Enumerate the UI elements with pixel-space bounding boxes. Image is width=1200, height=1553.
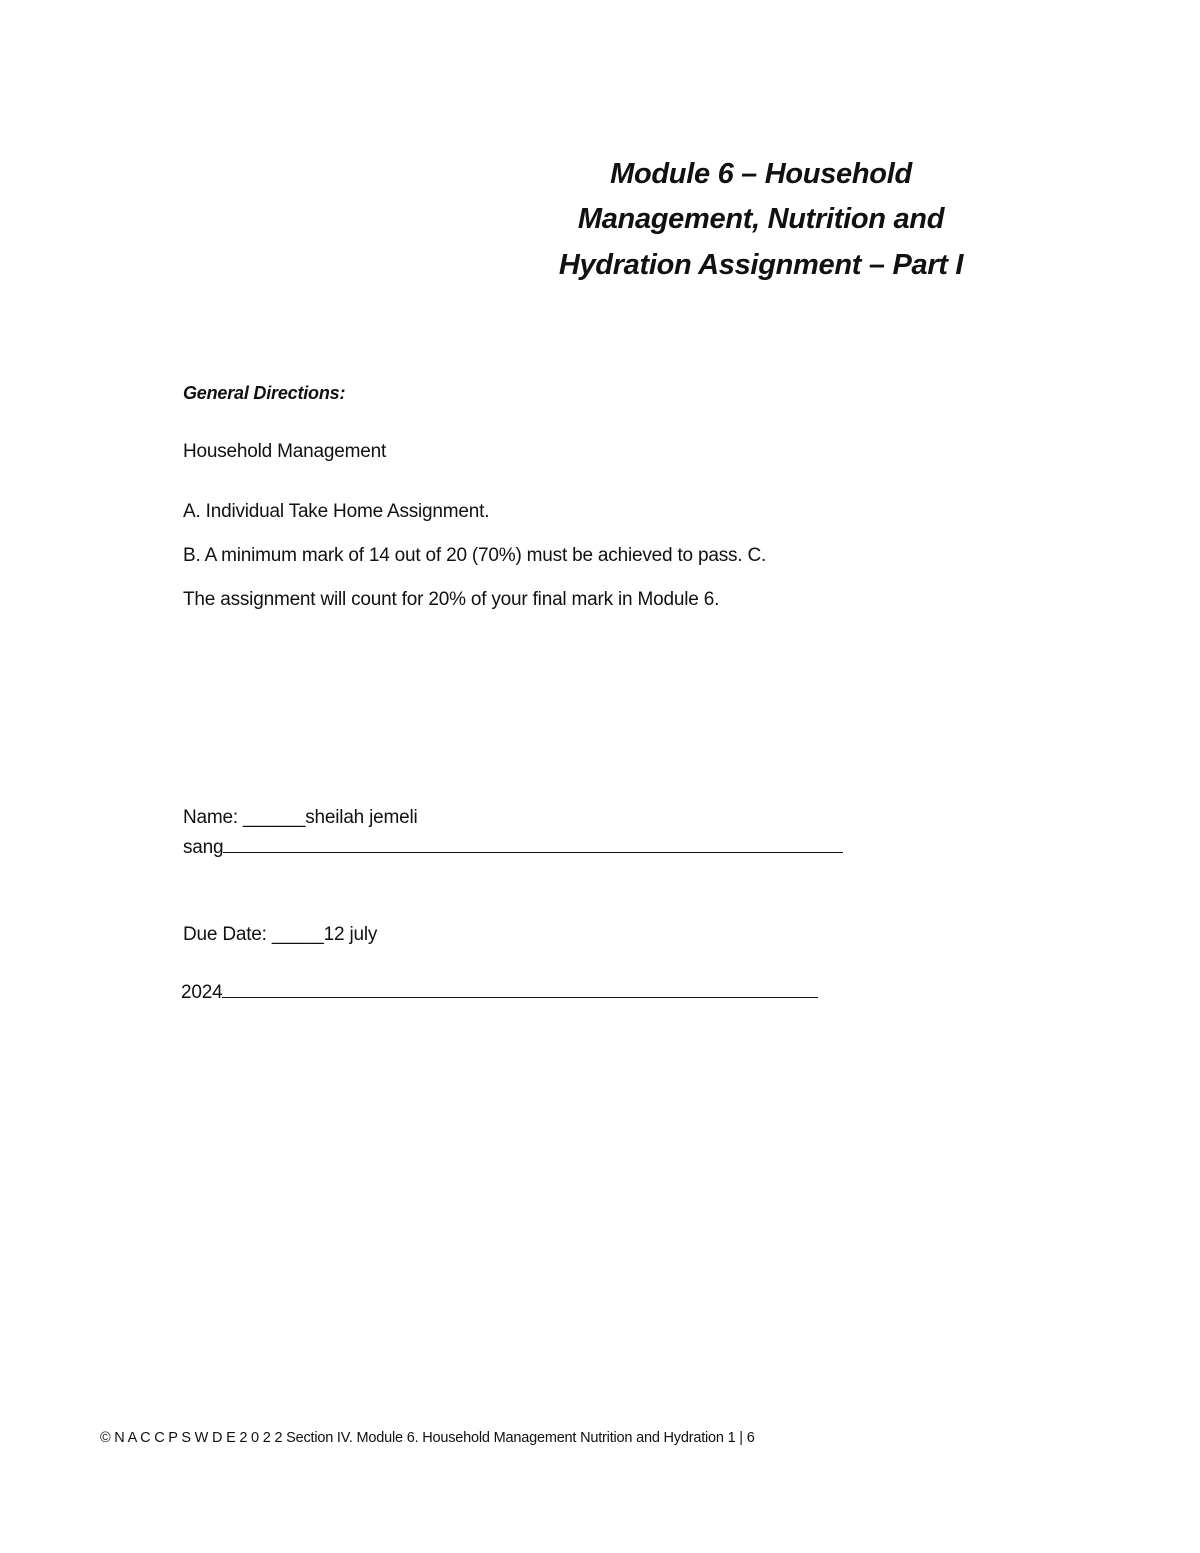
due-date-label: Due Date: _____12 july [183,924,378,945]
direction-item-a: A. Individual Take Home Assignment. [183,501,490,522]
name-field-continued [183,837,843,859]
due-date-continued-text: 2024 [181,982,223,1003]
name-field-label: Name: ______sheilah jemeli [183,807,418,828]
title-line-2: Management, Nutrition and [577,203,945,235]
direction-item-c: The assignment will count for 20% of your final mark in Module 6. [183,589,720,610]
due-date-underline [222,996,818,998]
name-continued-text: sang [183,837,224,858]
due-date-continued [181,982,818,1004]
name-underline [223,851,843,853]
page-footer: © N A C C P S W D E 2 0 2 2 Section IV. Module 6. Household Management Nutrition and Hydration 1 | 6 [100,1430,755,1446]
title-line-3: Hydration Assignment – Part I [558,249,964,281]
title-line-1: Module 6 – Household [610,158,912,190]
direction-item-b: B. A minimum mark of 14 out of 20 (70%) must be achieved to pass. C. [183,545,767,566]
directions-heading: General Directions: [183,383,346,403]
directions-subheading: Household Management [183,441,387,462]
